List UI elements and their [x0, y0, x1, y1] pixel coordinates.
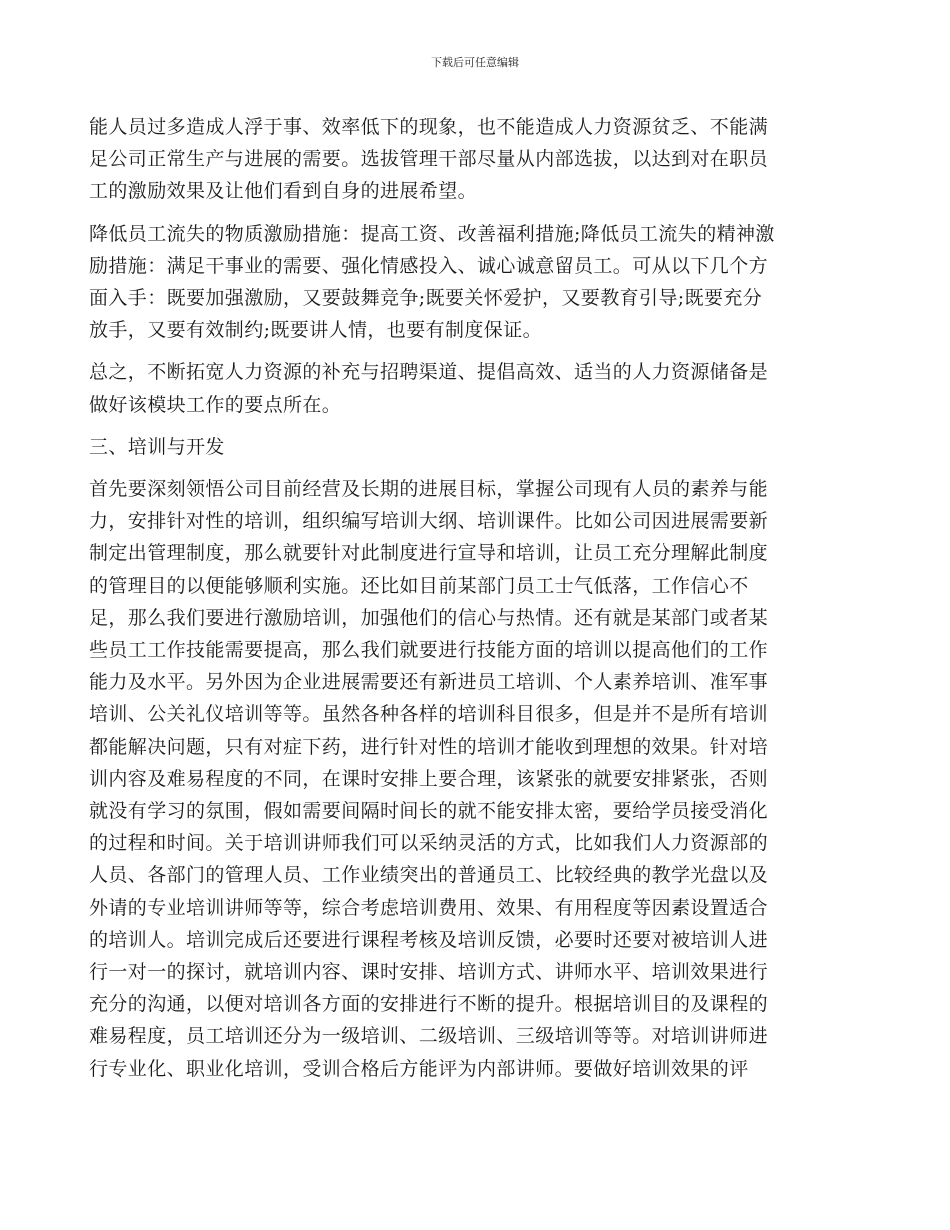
text-line: 的管理目的以便能够顺利实施。还比如目前某部门员工士气低落，工作信心不	[89, 574, 749, 597]
paragraph-training	[89, 473, 869, 1085]
text-line: 励措施：满足干事业的需要、强化情感投入、诚心诚意留员工。可从以下几个方	[89, 254, 769, 277]
text-line: 都能解决问题，只有对症下药，进行针对性的培训才能收到理想的效果。针对培	[89, 735, 769, 758]
text-line: 做好该模块工作的要点所在。	[89, 393, 342, 416]
text-line: 行一对一的探讨，就培训内容、课时安排、培训方式、讲师水平、培训效果进行	[89, 961, 769, 984]
text-line: 足公司正常生产与进展的需要。选拔管理干部尽量从内部选拔，以达到对在职员	[89, 148, 769, 171]
text-line: 培训、公关礼仪培训等等。虽然各种各样的培训科目很多，但是并不是所有培训	[89, 703, 769, 726]
text-line: 的培训人。培训完成后还要进行课程考核及培训反馈，必要时还要对被培训人进	[89, 928, 769, 951]
paragraph-staffing	[89, 111, 869, 208]
text-line: 充分的沟通，以便对培训各方面的安排进行不断的提升。根据培训目的及课程的	[89, 993, 769, 1016]
text-line: 放手，又要有效制约;既要讲人情，也要有制度保证。	[89, 319, 543, 342]
text-line: 能人员过多造成人浮于事、效率低下的现象，也不能造成人力资源贫乏、不能满	[89, 116, 769, 138]
text-line: 外请的专业培训讲师等等，综合考虑培训费用、效果、有用程度等因素设置适合	[89, 896, 769, 919]
text-line: 面入手：既要加强激励，又要鼓舞竞争;既要关怀爱护，又要教育引导;既要充分	[89, 287, 763, 310]
paragraph-retention	[89, 218, 869, 347]
document-body	[89, 111, 869, 1095]
text-line: 制定出管理制度，那么就要针对此制度进行宣导和培训，让员工充分理解此制度	[89, 542, 769, 565]
text-line: 能力及水平。另外因为企业进展需要还有新进员工培训、个人素养培训、准军事	[89, 671, 769, 694]
section-heading-training	[89, 431, 869, 463]
text-line: 难易程度，员工培训还分为一级培训、二级培训、三级培训等等。对培训讲师进	[89, 1025, 769, 1048]
text-line: 总之，不断拓宽人力资源的补充与招聘渠道、提倡高效、适当的人力资源储备是	[89, 361, 769, 384]
text-line: 工的激励效果及让他们看到自身的进展希望。	[89, 180, 478, 203]
paragraph-summary	[89, 356, 869, 420]
text-line: 的过程和时间。关于培训讲师我们可以采纳灵活的方式，比如我们人力资源部的	[89, 832, 769, 855]
heading-line: 三、培训与开发	[89, 435, 225, 458]
text-line: 行专业化、职业化培训，受训合格后方能评为内部讲师。要做好培训效果的评	[89, 1057, 749, 1080]
page-header: 下载后可任意编辑	[431, 56, 519, 69]
text-line: 训内容及难易程度的不同，在课时安排上要合理，该紧张的就要安排紧张，否则	[89, 767, 769, 790]
text-line: 些员工工作技能需要提高，那么我们就要进行技能方面的培训以提高他们的工作	[89, 639, 769, 662]
text-line: 就没有学习的氛围，假如需要间隔时间长的就不能安排太密，要给学员接受消化	[89, 800, 769, 823]
text-line: 足，那么我们要进行激励培训，加强他们的信心与热情。还有就是某部门或者某	[89, 606, 769, 629]
text-line: 首先要深刻领悟公司目前经营及长期的进展目标，掌握公司现有人员的素养与能	[89, 478, 769, 501]
text-line: 人员、各部门的管理人员、工作业绩突出的普通员工、比较经典的教学光盘以及	[89, 864, 769, 887]
text-line: 降低员工流失的物质激励措施：提高工资、改善福利措施;降低员工流失的精神激	[89, 222, 775, 245]
text-line: 力，安排针对性的培训，组织编写培训大纲、培训课件。比如公司因进展需要新	[89, 510, 769, 533]
